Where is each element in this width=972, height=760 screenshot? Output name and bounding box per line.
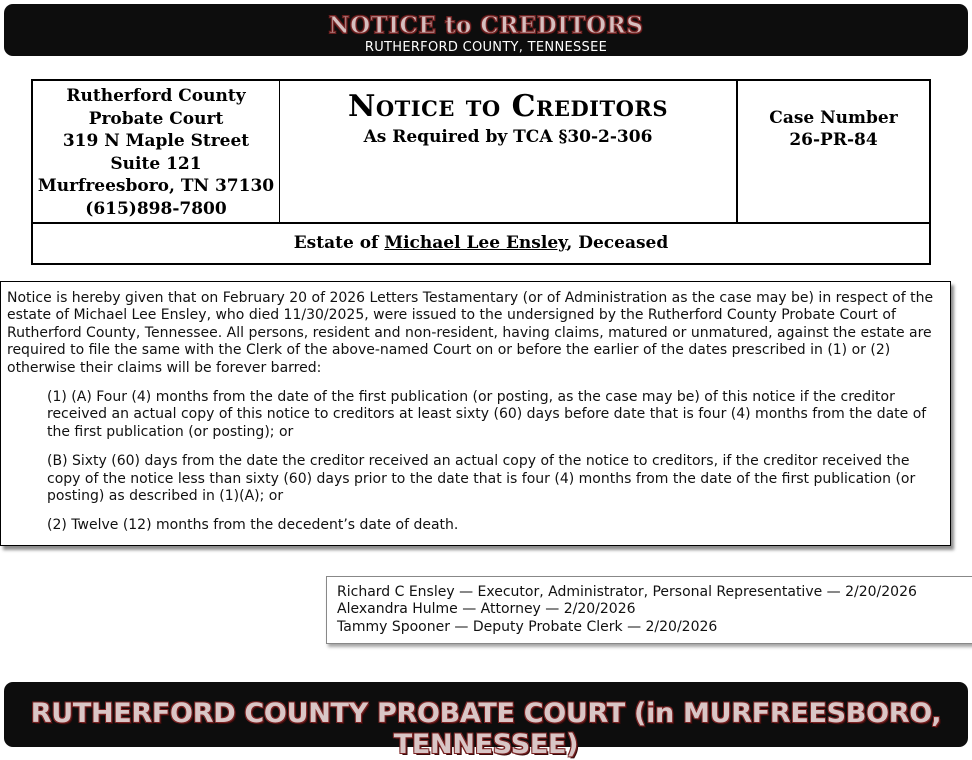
decedent-name: Michael Lee Ensley xyxy=(384,233,567,253)
court-address xyxy=(33,81,280,222)
estate-prefix: Estate of xyxy=(293,233,379,253)
clause-1a: (1) (A) Four (4) months from the date of the first publication (or posting, as the case may be) of this notice if the creditor received an actual copy of this notice to creditors at least sixty (60) days before date that is four (4) months from the date of the first publication (or posting); or xyxy=(47,389,927,440)
notice-body xyxy=(0,281,951,546)
signature-executor: Richard C Ensley — Executor, Administrator, Personal Representative — 2/20/2026 xyxy=(337,584,917,600)
court-name-line2: Probate Court xyxy=(88,108,224,129)
notice-title-cell xyxy=(280,81,738,222)
court-phone: (615)898-7800 xyxy=(85,198,227,219)
banner-title: NOTICE to CREDITORS xyxy=(328,12,644,39)
signature-box xyxy=(326,576,972,644)
signature-attorney: Alexandra Hulme — Attorney — 2/20/2026 xyxy=(337,601,636,618)
top-banner xyxy=(4,4,968,56)
clause-2: (2) Twelve (12) months from the decedent’s date of death. xyxy=(47,517,459,534)
clause-1b: (B) Sixty (60) days from the date the creditor received an actual copy of the notice to creditors, if the creditor received the copy of the notice less than sixty (60) days prior to the date that is four (4) months from the date of the first publication (or posting) as described in (1)(A); or xyxy=(47,453,916,505)
bottom-banner xyxy=(4,682,968,760)
estate-suffix: , Deceased xyxy=(566,233,669,253)
estate-line xyxy=(33,222,929,263)
court-city: Murfreesboro, TN 37130 xyxy=(37,176,275,196)
case-number-label: Case Number xyxy=(769,108,898,128)
court-name-line1: Rutherford County xyxy=(66,86,246,106)
court-street: 319 N Maple Street xyxy=(62,131,250,151)
notice-title: Notice to Creditors xyxy=(347,89,669,124)
bottom-banner-title: RUTHERFORD COUNTY PROBATE COURT (in MURFREESBORO, TENNESSEE) xyxy=(30,698,942,760)
banner-subtitle: RUTHERFORD COUNTY, TENNESSEE xyxy=(364,40,608,55)
case-number-value: 26-PR-84 xyxy=(789,130,878,150)
court-suite: Suite 121 xyxy=(110,153,202,174)
notice-intro: Notice is hereby given that on February 20 of 2026 Letters Testamentary (or of Administration as the case may be) in respect of the estate of Michael Lee Ensley, who died 11/30/2025, were issued to the undersigned by the Rutherford County Probate Court of Rutherford County, Tennessee. All persons, resident and non-resident, having claims, matured or unmatured, against the estate are required to file the same with the Clerk of the above-named Court on or before the earlier of the dates prescribed in (1) or (2) otherwise their claims will be forever barred: xyxy=(7,290,934,376)
case-number-cell xyxy=(738,81,929,222)
notice-statute: As Required by TCA §30-2-306 xyxy=(363,127,653,147)
signature-clerk: Tammy Spooner — Deputy Probate Clerk — 2/20/2026 xyxy=(337,618,718,635)
notice-header-box xyxy=(31,79,931,265)
